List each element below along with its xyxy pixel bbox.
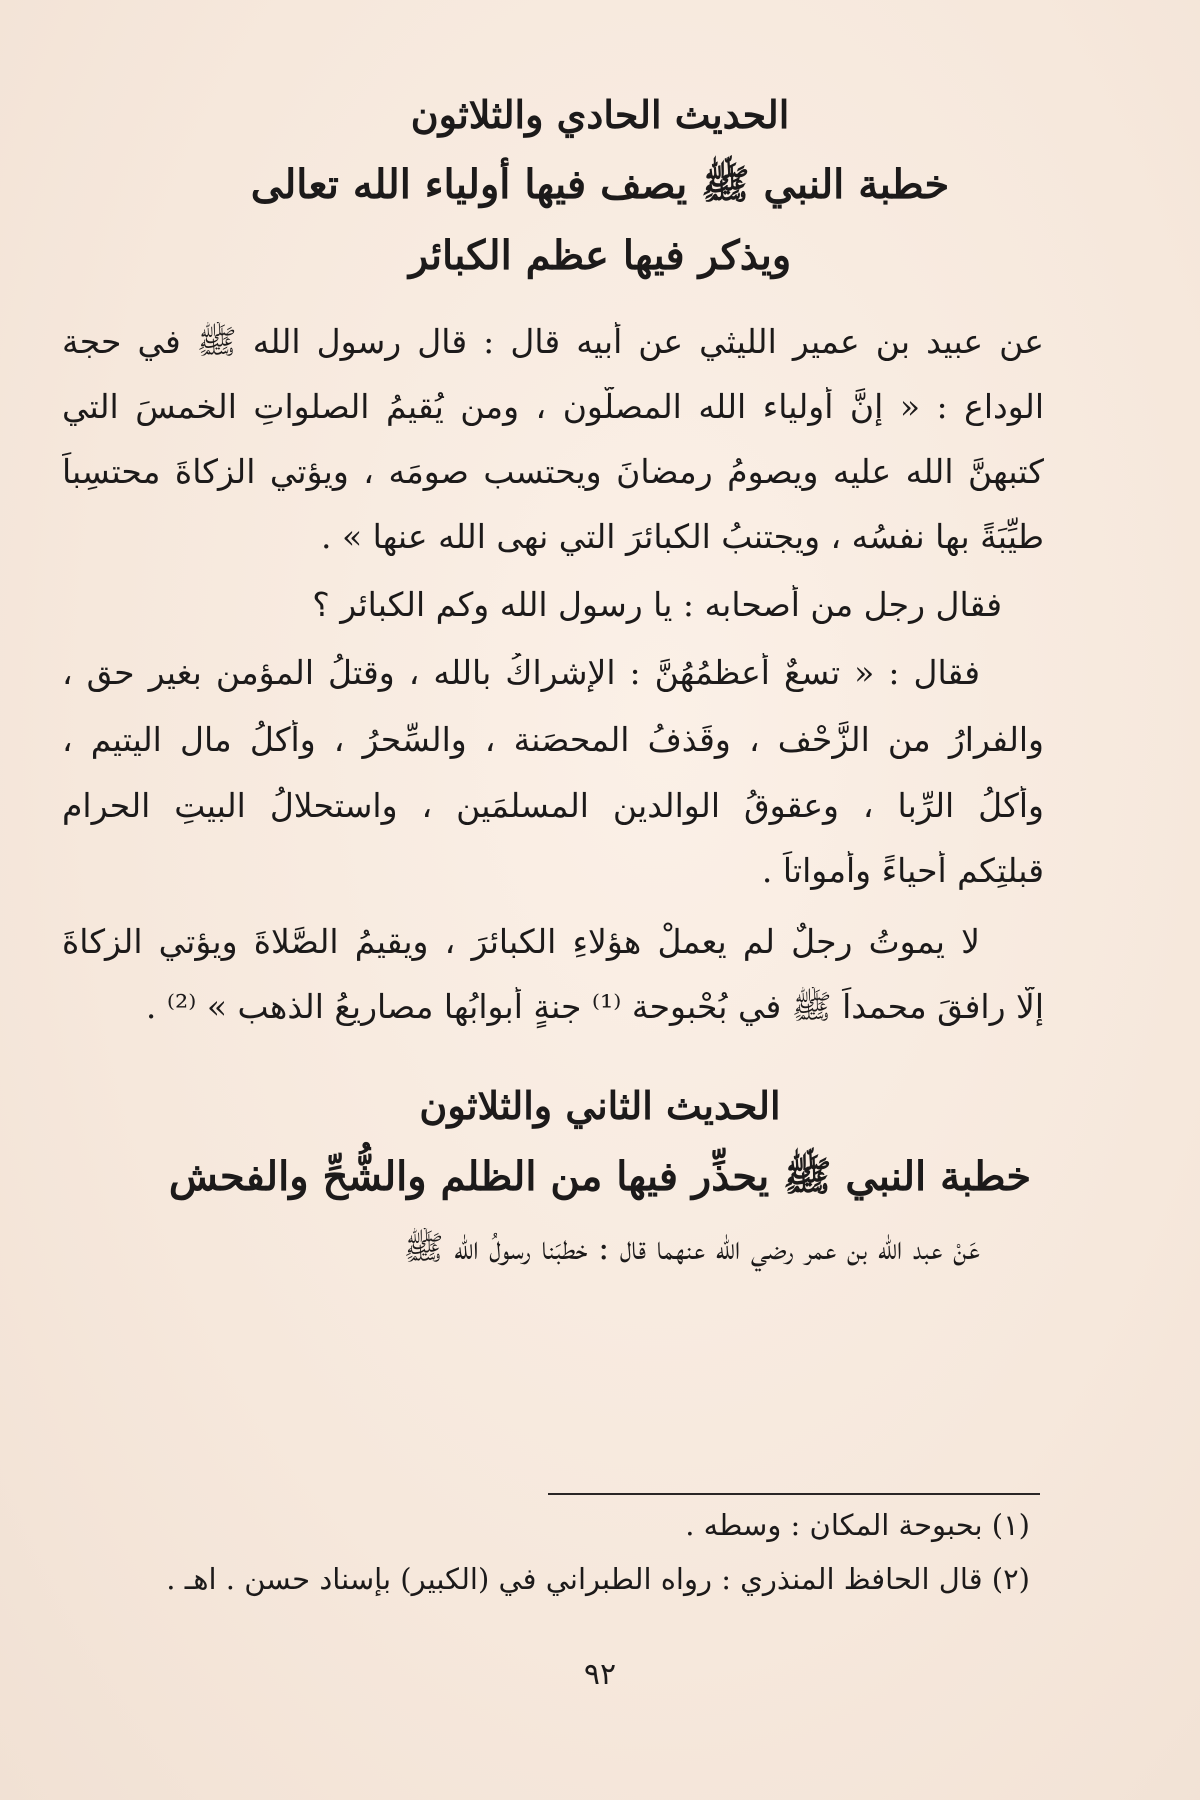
body-line-3: كتبهنَّ الله عليه ويصومُ رمضانَ ويحتسب صومَه ، ويؤتي الزكاةَ محتسِباً [62, 452, 1044, 491]
body-line-7: والفرارُ من الزَّحْف ، وقَذفُ المحصَنة ، والسِّحرُ ، وأكلُ مالِ اليتيم ، [62, 720, 1044, 759]
body-line-5: فقال رجل من أصحابه : يا رسول الله وكم الكبائر ؟ [312, 585, 1002, 624]
body-line-1: عن عبيد بن عمير الليثي عن أبيه قال : قال رسول الله ﷺ في حجة [62, 322, 1044, 361]
body-line-11: إلَّا رافقَ محمداً ﷺ في بُحْبوحة ⁽¹⁾ جنةٍ أبوابُها مصاريعُ الذهب » ⁽²⁾ . [145, 987, 1044, 1026]
hadith-32-first-line: عَنْ عبد الله بن عمر رضي الله عنهما قال : خطبَنا رسولُ الله ﷺ [403, 1228, 980, 1267]
body-line-10: لا يموتُ رجلٌ لم يعملْ هؤلاءِ الكبائرَ ، ويقيمُ الصَّلاةَ ويؤتي الزكاةَ [62, 922, 980, 961]
footnote-1: (١) بحبوحة المكان : وسطه . [685, 1508, 1030, 1542]
footnote-2: (٢) قال الحافظ المنذري : رواه الطبراني في (الكبير) بإسناد حسن . اهـ . [166, 1562, 1030, 1596]
body-line-4: طيِّبَةً بها نفسُه ، ويجتنبُ الكبائرَ التي نهى الله عنها » . [321, 517, 1044, 556]
body-line-6: فقال : « تسعٌ أعظمُهُنَّ : الإشراكُ بالله ، وقتلُ المؤمن بغير حق ، [62, 653, 980, 692]
body-line-9: قبلتِكم أحياءً وأمواتاً . [761, 851, 1044, 890]
body-line-2: الوداع : « إنَّ أولياء الله المصلُّون ، ومن يُقيمُ الصلواتِ الخمسَ التي [62, 387, 1044, 426]
hadith-31-subtitle-line-2: ويذكر فيها عظم الكبائر [408, 232, 792, 279]
hadith-32-subtitle: خطبة النبي ﷺ يحذِّر فيها من الظلم والشُّحِّ والفحش [168, 1153, 1032, 1200]
footnote-separator [548, 1493, 1040, 1495]
hadith-32-title: الحديث الثاني والثلاثون [419, 1083, 781, 1128]
page-number: ٩٢ [583, 1657, 617, 1692]
hadith-31-title: الحديث الحادي والثلاثون [410, 92, 790, 137]
body-line-8: وأكلُ الرِّبا ، وعقوقُ الوالدين المسلمَين ، واستحلالُ البيتِ الحرام [62, 786, 1044, 825]
hadith-31-subtitle-line-1: خطبة النبي ﷺ يصف فيها أولياء الله تعالى [250, 161, 950, 208]
